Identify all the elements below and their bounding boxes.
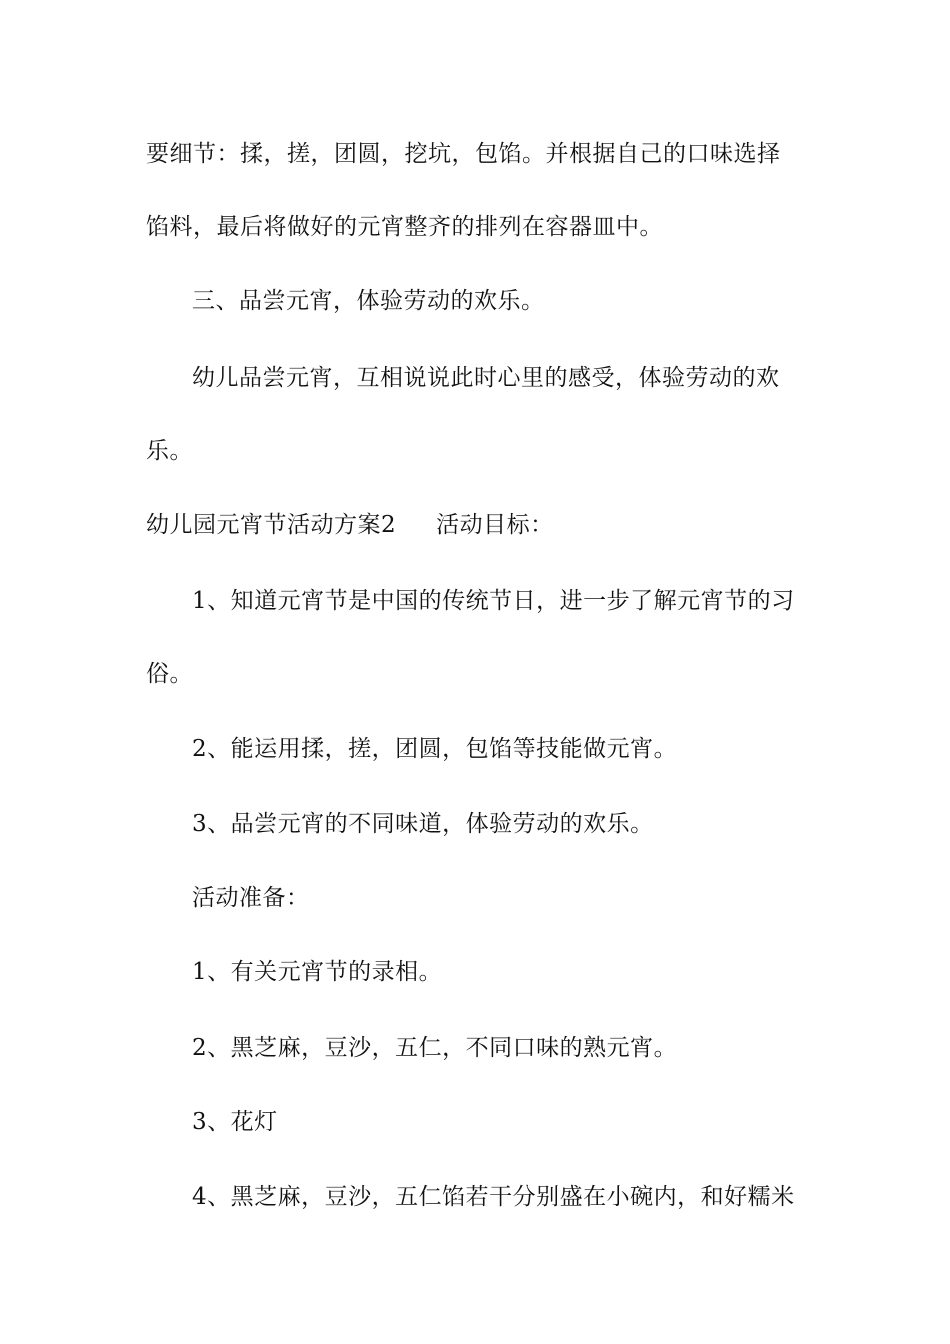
paragraph-line: 乐。 (146, 438, 193, 464)
list-item: 3、品尝元宵的不同味道，体验劳动的欢乐。 (192, 811, 654, 837)
document-title: 幼儿园元宵节活动方案2 (146, 512, 397, 538)
section-heading: 三、品尝元宵，体验劳动的欢乐。 (192, 288, 545, 314)
list-item: 4、黑芝麻，豆沙，五仁馅若干分别盛在小碗内，和好糯米 (192, 1184, 795, 1210)
list-item: 1、有关元宵节的录相。 (192, 959, 443, 985)
list-item: 2、能运用揉，搓，团圆，包馅等技能做元宵。 (192, 736, 678, 762)
paragraph-line: 馅料，最后将做好的元宵整齐的排列在容器皿中。 (146, 214, 663, 240)
document-title-line (146, 509, 816, 541)
paragraph-line: 要细节：揉，搓，团圆，挖坑，包馅。并根据自己的口味选择 (146, 141, 781, 167)
list-item: 2、黑芝麻，豆沙，五仁，不同口味的熟元宵。 (192, 1035, 678, 1061)
paragraph-line: 俗。 (146, 661, 193, 687)
paragraph-line: 幼儿品尝元宵，互相说说此时心里的感受，体验劳动的欢 (192, 365, 780, 391)
list-item: 1、知道元宵节是中国的传统节日，进一步了解元宵节的习 (192, 588, 795, 614)
section-subtitle: 活动目标： (436, 512, 554, 538)
section-heading: 活动准备： (192, 885, 310, 911)
list-item: 3、花灯 (192, 1109, 278, 1135)
